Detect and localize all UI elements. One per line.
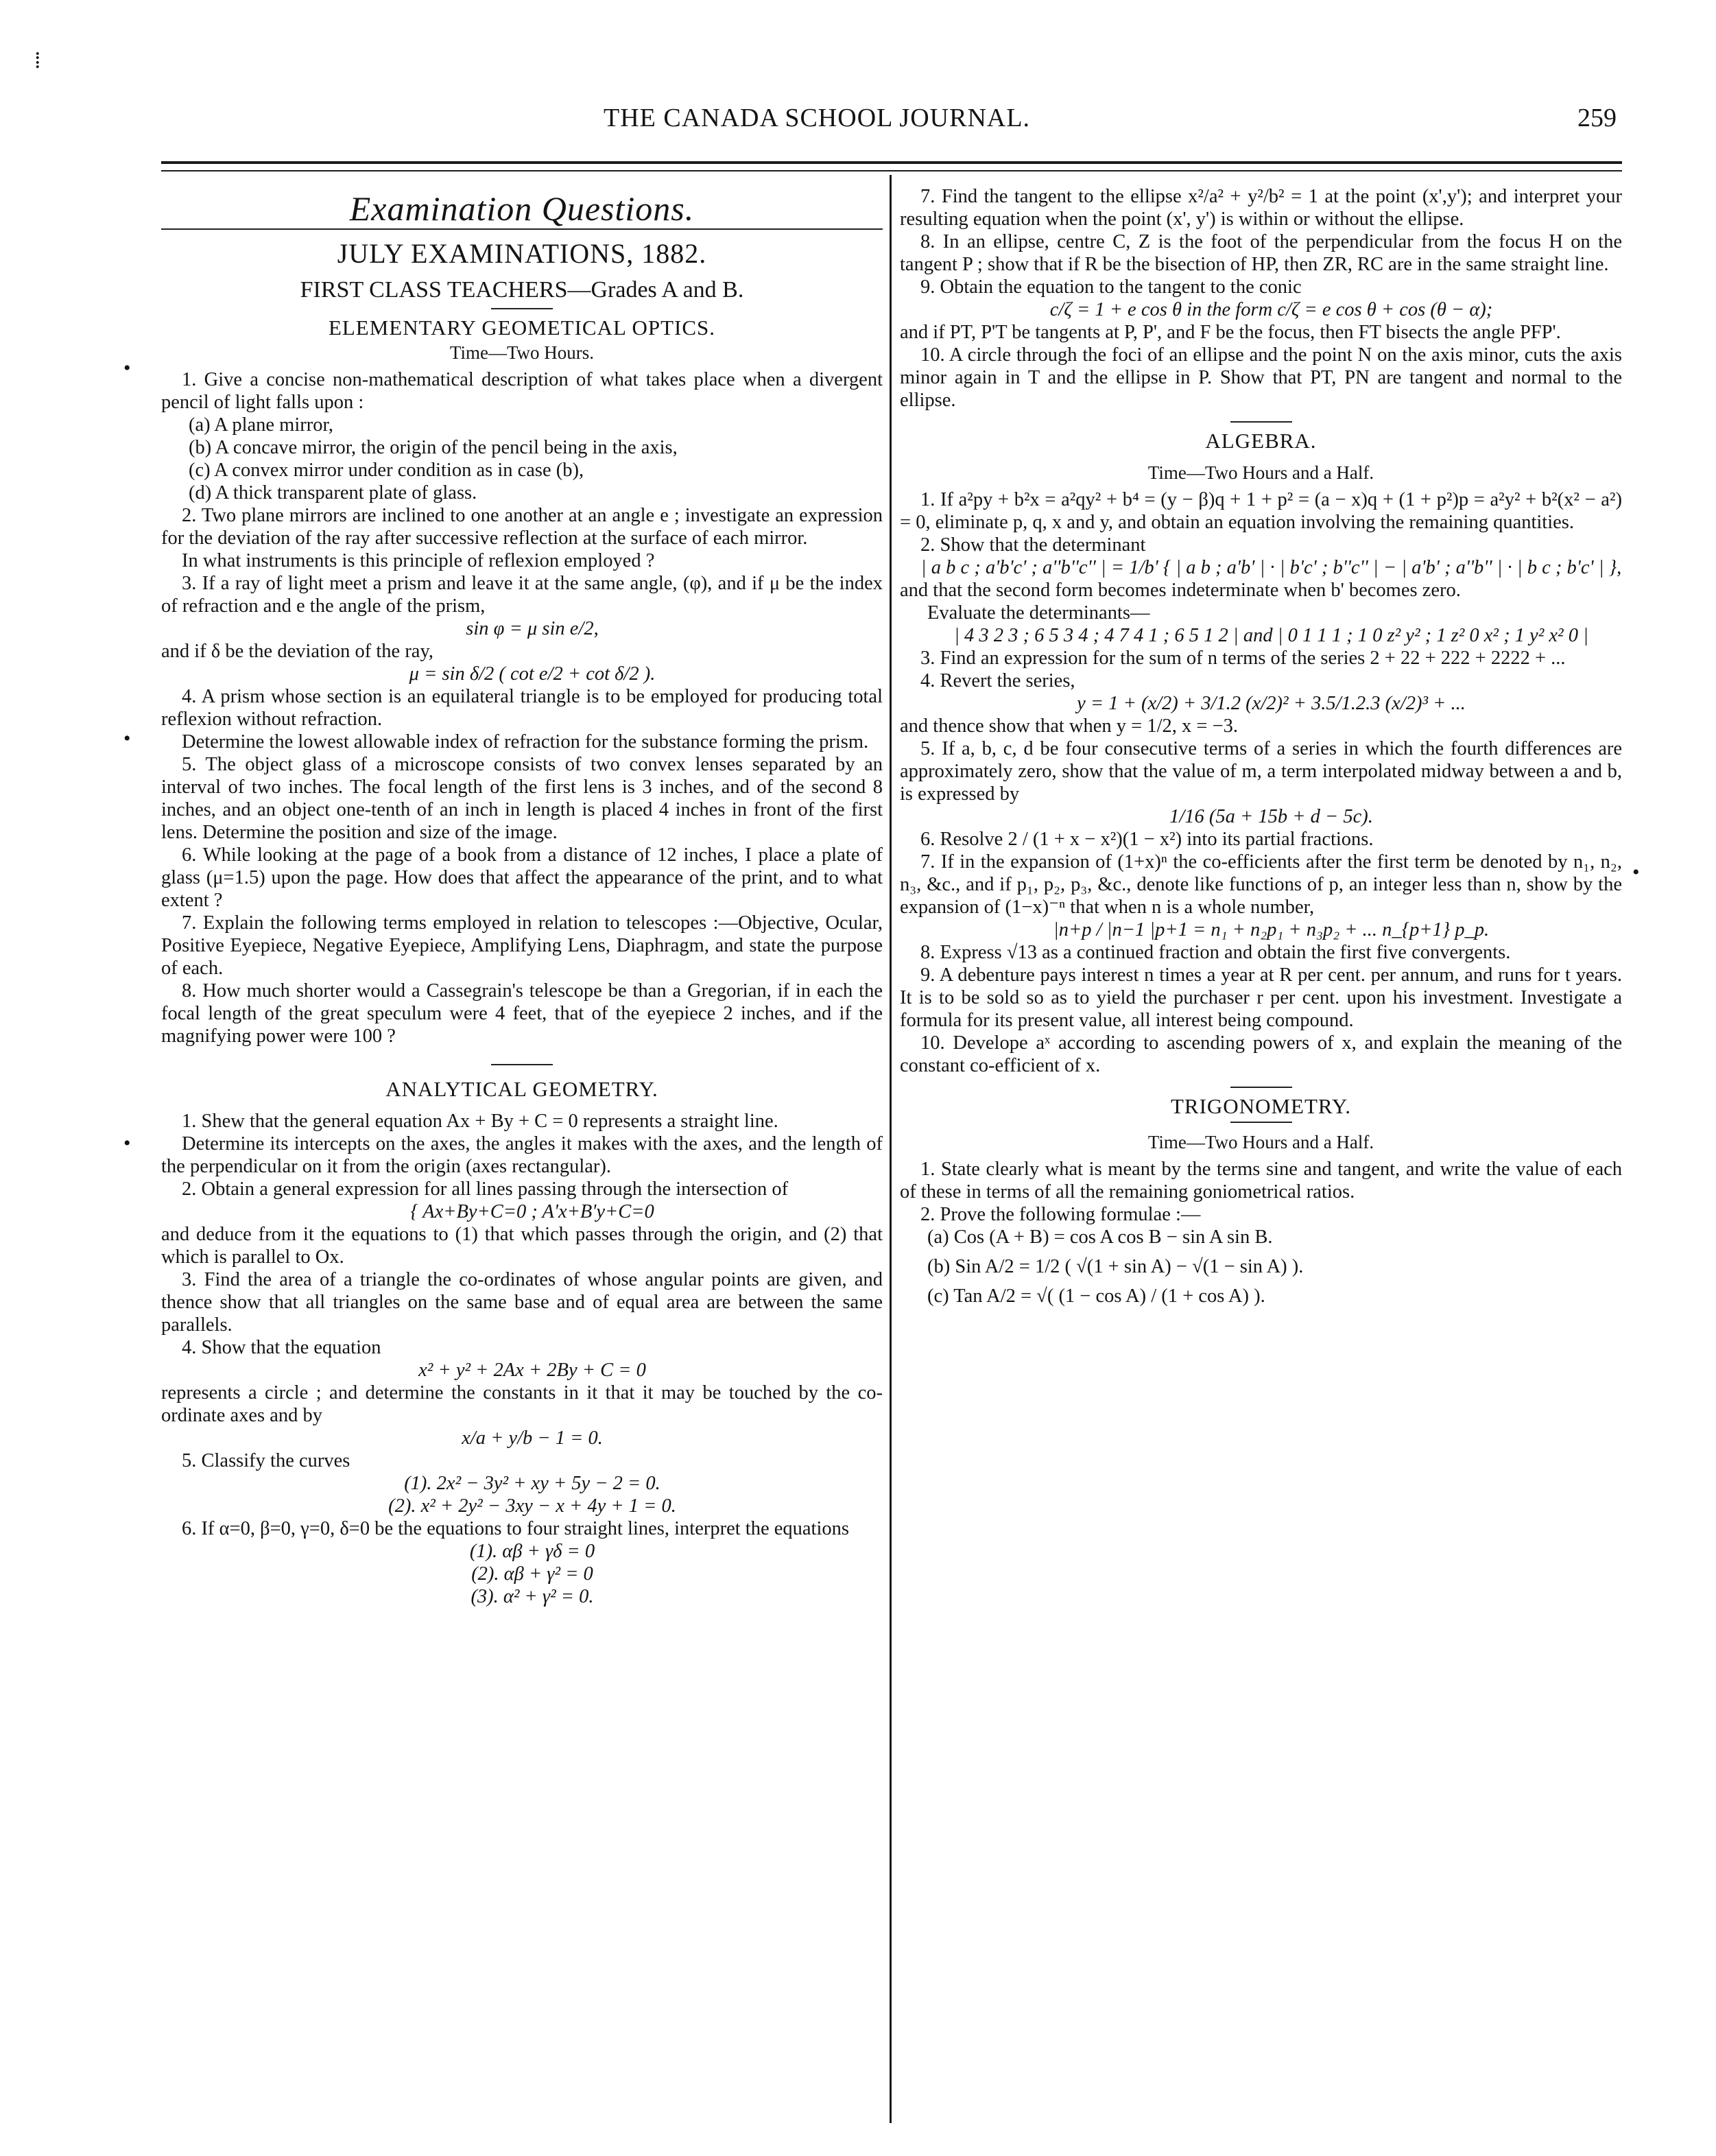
- formula: (1). αβ + γδ = 0: [469, 1541, 595, 1562]
- question: 7. Find the tangent to the ellipse x²/a² + y²/b² = 1 at the point (x',y'); and interpret your resulting equation when the point (x', y') is within or without the ellipse.: [900, 186, 1622, 230]
- question: Determine its intercepts on the axes, the angles it makes with the axes, and the length of the perpendicular on it from the origin (axes rectangular).: [161, 1133, 883, 1177]
- class-title: FIRST CLASS TEACHERS—Grades A and B.: [300, 277, 744, 303]
- question: Determine the lowest allowable index of refraction for the substance forming the prism.: [182, 731, 869, 753]
- question: 2. Obtain a general expression for all lines passing through the intersection of: [182, 1178, 789, 1200]
- question-part: (a) A plane mirror,: [189, 414, 333, 436]
- question: 2. Two plane mirrors are inclined to one another at an angle e ; investigate an expression for the deviation of the ray after successive reflection at the surface of each mirror.: [161, 505, 883, 549]
- formula: 1/16 (5a + 15b + d − 5c).: [1169, 806, 1373, 827]
- trig-time: Time—Two Hours and a Half.: [1147, 1132, 1374, 1152]
- margin-ornament: ⁞: [34, 48, 41, 73]
- formula: μ = sin δ/2 ( cot e/2 + cot δ/2 ).: [409, 663, 656, 685]
- algebra-time: Time—Two Hours and a Half.: [1147, 462, 1374, 483]
- question: 4. Show that the equation: [182, 1337, 381, 1358]
- left-column: [161, 185, 883, 1608]
- question-part: (b) A concave mirror, the origin of the pencil being in the axis,: [189, 437, 678, 458]
- question: 3. Find the area of a triangle the co-ordinates of whose angular points are given, and thence show that all triangles on the same base and of equal area are between the same parallels.: [161, 1269, 883, 1336]
- divider: [491, 1064, 553, 1065]
- question: 6. Resolve 2 / (1 + x − x²)(1 − x²) into its partial fractions.: [920, 829, 1374, 850]
- divider: [1230, 421, 1292, 423]
- formula: (3). α² + γ² = 0.: [470, 1586, 594, 1607]
- question: 7. If in the expansion of (1+x)ⁿ the co-efficients after the first term be denoted by n₁, n₂, n₃, &c., and if p₁, p₂, p₃, &c., denote like functions of p, an integer less than n, show by the expansion of (1−x)⁻ⁿ that when n is a whole number,: [900, 851, 1622, 918]
- formula: sin φ = μ sin e/2,: [466, 618, 599, 639]
- divider: [1230, 1087, 1292, 1088]
- optics-time: Time—Two Hours.: [449, 342, 595, 363]
- question: 1. If a²py + b²x = a²qy² + b⁴ = (y − β)q + 1 + p² = (a − x)q + (1 + p²)p = a²y² + b²(x² − a²) = 0, eliminate p, q, x and y, and obtain an equation involving the remaining quantities.: [900, 489, 1622, 533]
- question-part: (d) A thick transparent plate of glass.: [189, 482, 477, 504]
- question-text: Evaluate the determinants—: [927, 602, 1150, 624]
- column-divider: [890, 175, 892, 2123]
- question: 1. Shew that the general equation Ax + By + C = 0 represents a straight line.: [182, 1111, 778, 1132]
- formula: x² + y² + 2Ax + 2By + C = 0: [418, 1360, 646, 1381]
- journal-title: THE CANADA SCHOOL JOURNAL.: [604, 104, 1031, 132]
- question: 9. A debenture pays interest n times a year at R per cent. per annum, and runs for t years. It is to be sold so as to yield the purchaser r per cent. upon his investment. Investigate a formula for its present value, all interest being compound.: [900, 964, 1622, 1031]
- right-column: [900, 185, 1622, 1307]
- formula: (a) Cos (A + B) = cos A cos B − sin A sin B.: [927, 1227, 1273, 1248]
- question: 10. Develope aˣ according to ascending powers of x, and explain the meaning of the constant co-efficient of x.: [900, 1032, 1622, 1076]
- question: 5. If a, b, c, d be four consecutive terms of a series in which the fourth differences are approximately zero, show that the value of m, a term interpolated midway between a and b, is expressed by: [900, 738, 1622, 805]
- formula: | a b c ; a'b'c' ; a''b''c'' | = 1/b' { | a b ; a'b' | · | b'c' ; b''c'' | − | a'b' ; a''b'' | · | b c ; b'c' | },: [920, 557, 1622, 578]
- formula: |n+p / |n−1 |p+1 = n₁ + n₂p₁ + n₃p₂ + ... n_{p+1} p_p.: [1053, 919, 1490, 940]
- question: 6. If α=0, β=0, γ=0, δ=0 be the equations to four straight lines, interpret the equations: [182, 1518, 849, 1539]
- question-text: and if PT, P'T be tangents at P, P', and F be the focus, then FT bisects the angle PFP'.: [900, 322, 1561, 343]
- formula: (b) Sin A/2 = 1/2 ( √(1 + sin A) − √(1 − sin A) ).: [927, 1256, 1304, 1277]
- algebra-heading: ALGEBRA.: [1205, 429, 1317, 453]
- question: 5. The object glass of a microscope consists of two convex lenses separated by an interval of two inches. The focal length of the first lens is 3 inches, and of the second 8 inches, and an object one-tenth of an inch in length is placed 4 inches in front of the first lens. Determine the position and size of the image.: [161, 754, 883, 843]
- formula: (2). αβ + γ² = 0: [471, 1563, 593, 1585]
- divider: [1230, 1122, 1292, 1123]
- question-part: (c) A convex mirror under condition as in case (b),: [189, 460, 584, 481]
- question: 2. Show that the determinant: [920, 534, 1146, 556]
- question: 2. Prove the following formulae :—: [920, 1204, 1201, 1225]
- question: 8. In an ellipse, centre C, Z is the foot of the perpendicular from the focus H on the tangent P ; show that if R be the bisection of HP, then ZR, RC are in the same straight line.: [900, 231, 1622, 275]
- margin-dot: •: [123, 727, 131, 750]
- question-text: represents a circle ; and determine the constants in it that it may be touched by the co-ordinate axes and by: [161, 1382, 883, 1426]
- question: 3. Find an expression for the sum of n terms of the series 2 + 22 + 222 + 2222 + ...: [920, 648, 1566, 669]
- formula: { Ax+By+C=0 ; A'x+B'y+C=0: [410, 1201, 654, 1222]
- question: 5. Classify the curves: [182, 1450, 350, 1471]
- formula: (2). x² + 2y² − 3xy − x + 4y + 1 = 0.: [388, 1495, 676, 1517]
- exam-title: JULY EXAMINATIONS, 1882.: [337, 238, 707, 269]
- question: 1. State clearly what is meant by the terms sine and tangent, and write the value of each of these in terms of all the remaining goniometrical ratios.: [900, 1159, 1622, 1203]
- formula: c/ζ = 1 + e cos θ in the form c/ζ = e cos θ + cos (θ − α);: [1049, 299, 1493, 320]
- question: 6. While looking at the page of a book from a distance of 12 inches, I place a plate of glass (μ=1.5) upon the page. How does that affect the appearance of the print, and to what extent ?: [161, 844, 883, 911]
- question: 1. Give a concise non-mathematical description of what takes place when a divergent pencil of light falls upon :: [161, 369, 883, 413]
- margin-dot: •: [123, 357, 131, 379]
- page-number: 259: [1577, 104, 1617, 132]
- question: 8. How much shorter would a Cassegrain's telescope be than a Gregorian, if in each the focal length of the great speculum were 4 feet, that of the eyepiece 2 inches, and if the magnifying power were 100 ?: [161, 980, 883, 1047]
- question-text: and if δ be the deviation of the ray,: [161, 641, 433, 662]
- question-text: and deduce from it the equations to (1) that which passes through the origin, and (2) that which is parallel to Ox.: [161, 1224, 883, 1268]
- question: 4. Revert the series,: [920, 670, 1075, 691]
- formula: x/a + y/b − 1 = 0.: [462, 1428, 603, 1449]
- margin-dot: •: [123, 1132, 131, 1154]
- question: 8. Express √13 as a continued fraction and obtain the first five convergents.: [920, 942, 1511, 963]
- formula: (c) Tan A/2 = √( (1 − cos A) / (1 + cos A) ).: [927, 1286, 1265, 1307]
- question: In what instruments is this principle of reflexion employed ?: [182, 550, 655, 571]
- formula: (1). 2x² − 3y² + xy + 5y − 2 = 0.: [404, 1473, 660, 1494]
- formula: y = 1 + (x/2) + 3/1.2 (x/2)² + 3.5/1.2.3 (x/2)³ + ...: [1077, 693, 1466, 714]
- question: 9. Obtain the equation to the tangent to the conic: [920, 276, 1302, 298]
- optics-heading: ELEMENTARY GEOMETICAL OPTICS.: [328, 316, 716, 340]
- header-rule: [161, 161, 1622, 164]
- question-text: and that the second form becomes indeterminate when b' becomes zero.: [900, 580, 1461, 601]
- analytical-heading: ANALYTICAL GEOMETRY.: [385, 1077, 658, 1101]
- formula: | 4 3 2 3 ; 6 5 3 4 ; 4 7 4 1 ; 6 5 1 2 | and | 0 1 1 1 ; 1 0 z² y² ; 1 z² 0 x² ; 1 y² x² 0 |: [954, 625, 1588, 646]
- trig-heading: TRIGONOMETRY.: [1170, 1094, 1352, 1118]
- question: 4. A prism whose section is an equilateral triangle is to be employed for producing total reflexion without refraction.: [161, 686, 883, 730]
- section-rule: [161, 228, 883, 230]
- question: 3. If a ray of light meet a prism and leave it at the same angle, (φ), and if μ be the index of refraction and e the angle of the prism,: [161, 573, 883, 617]
- header-rule-thin: [161, 170, 1622, 171]
- section-title: Examination Questions.: [349, 189, 695, 228]
- question-text: and thence show that when y = 1/2, x = −3.: [900, 715, 1239, 737]
- margin-dot: •: [1632, 861, 1640, 884]
- question: 10. A circle through the foci of an ellipse and the point N on the axis minor, cuts the axis minor again in T and the ellipse in P. Show that PT, PN are tangent and normal to the ellipse.: [900, 344, 1622, 411]
- question: 7. Explain the following terms employed in relation to telescopes :—Objective, Ocular, Positive Eyepiece, Negative Eyepiece, Amplifying Lens, Diaphragm, and state the purpose of each.: [161, 912, 883, 979]
- divider: [491, 308, 553, 309]
